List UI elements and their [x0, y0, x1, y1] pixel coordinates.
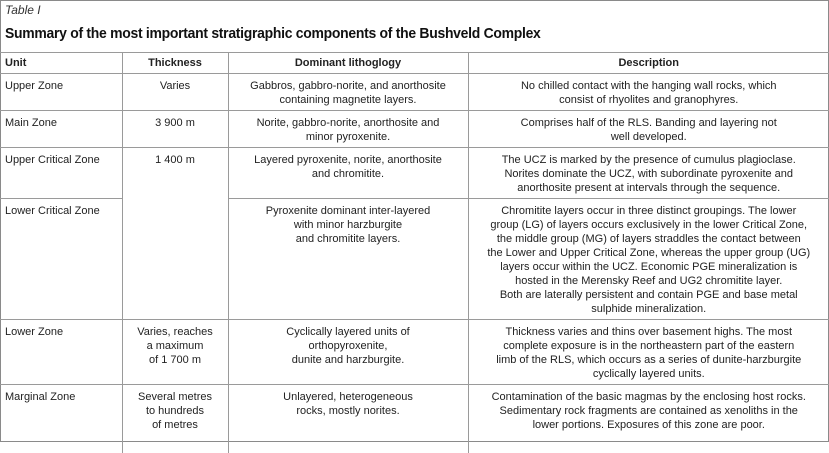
table-row — [0, 385, 829, 453]
cell-thickness: Varies, reaches a maximum of 1 700 m — [122, 320, 228, 385]
table-row — [0, 74, 829, 111]
cell-lithology: Cyclically layered units of orthopyroxenite, dunite and harzburgite. — [228, 320, 468, 385]
cell-lithology: Layered pyroxenite, norite, anorthosite and chromitite. — [228, 148, 468, 199]
cell-unit: Upper Critical Zone — [0, 148, 122, 199]
cell-description: Comprises half of the RLS. Banding and layering not well developed. — [468, 111, 829, 148]
cell-description: The UCZ is marked by the presence of cumulus plagioclase. Norites dominate the UCZ, with subordinate pyroxenite and anorthosite present at intervals through the sequence. — [468, 148, 829, 199]
table-row — [0, 111, 829, 148]
cell-lithology: Norite, gabbro-norite, anorthosite and minor pyroxenite. — [228, 111, 468, 148]
cell-lithology: Unlayered, heterogeneous rocks, mostly norites. — [228, 385, 468, 453]
table-row — [0, 320, 829, 385]
cell-unit: Main Zone — [0, 111, 122, 148]
stratigraphy-table — [0, 52, 829, 453]
header-thickness: Thickness — [122, 53, 228, 74]
header-lithology: Dominant lithoglogy — [228, 53, 468, 74]
cell-thickness: 1 400 m — [122, 148, 228, 320]
cell-description: Chromitite layers occur in three distinct groupings. The lower group (LG) of layers occurs exclusively in the lower Critical Zone, the middle group (MG) of layers straddles the contact between the Lower and Upper Critical Zone, whereas the upper group (UG) layers occur within the UCZ. Economic PGE mineralization is hosted in the Merensky Reef and UG2 chromitite layer. Both are laterally persistent and contain PGE and base metal sulphide mineralization. — [468, 199, 829, 320]
table-title: Summary of the most important stratigraphic components of the Bushveld Complex — [5, 25, 541, 42]
cell-unit: Upper Zone — [0, 74, 122, 111]
cell-thickness: Several metres to hundreds of metres — [122, 385, 228, 453]
cell-unit: Lower Zone — [0, 320, 122, 385]
table-caption: Table I — [5, 3, 41, 17]
header-unit: Unit — [0, 53, 122, 74]
cell-unit: Lower Critical Zone — [0, 199, 122, 320]
cell-thickness: Varies — [122, 74, 228, 111]
cell-description: Thickness varies and thins over basement highs. The most complete exposure is in the northeastern part of the eastern limb of the RLS, which occurs as a series of dunite-harzburgite cyclically layered units. — [468, 320, 829, 385]
cell-unit: Marginal Zone — [0, 385, 122, 453]
header-row — [0, 53, 829, 74]
cell-lithology: Pyroxenite dominant inter-layered with minor harzburgite and chromitite layers. — [228, 199, 468, 320]
table-row — [0, 148, 829, 199]
cell-description: No chilled contact with the hanging wall rocks, which consist of rhyolites and granophyres. — [468, 74, 829, 111]
cell-description: Contamination of the basic magmas by the enclosing host rocks. Sedimentary rock fragments are contained as xenoliths in the lower portions. Exposures of this zone are poor. — [468, 385, 829, 453]
cell-thickness: 3 900 m — [122, 111, 228, 148]
header-description: Description — [468, 53, 829, 74]
cell-lithology: Gabbros, gabbro-norite, and anorthosite containing magnetite layers. — [228, 74, 468, 111]
